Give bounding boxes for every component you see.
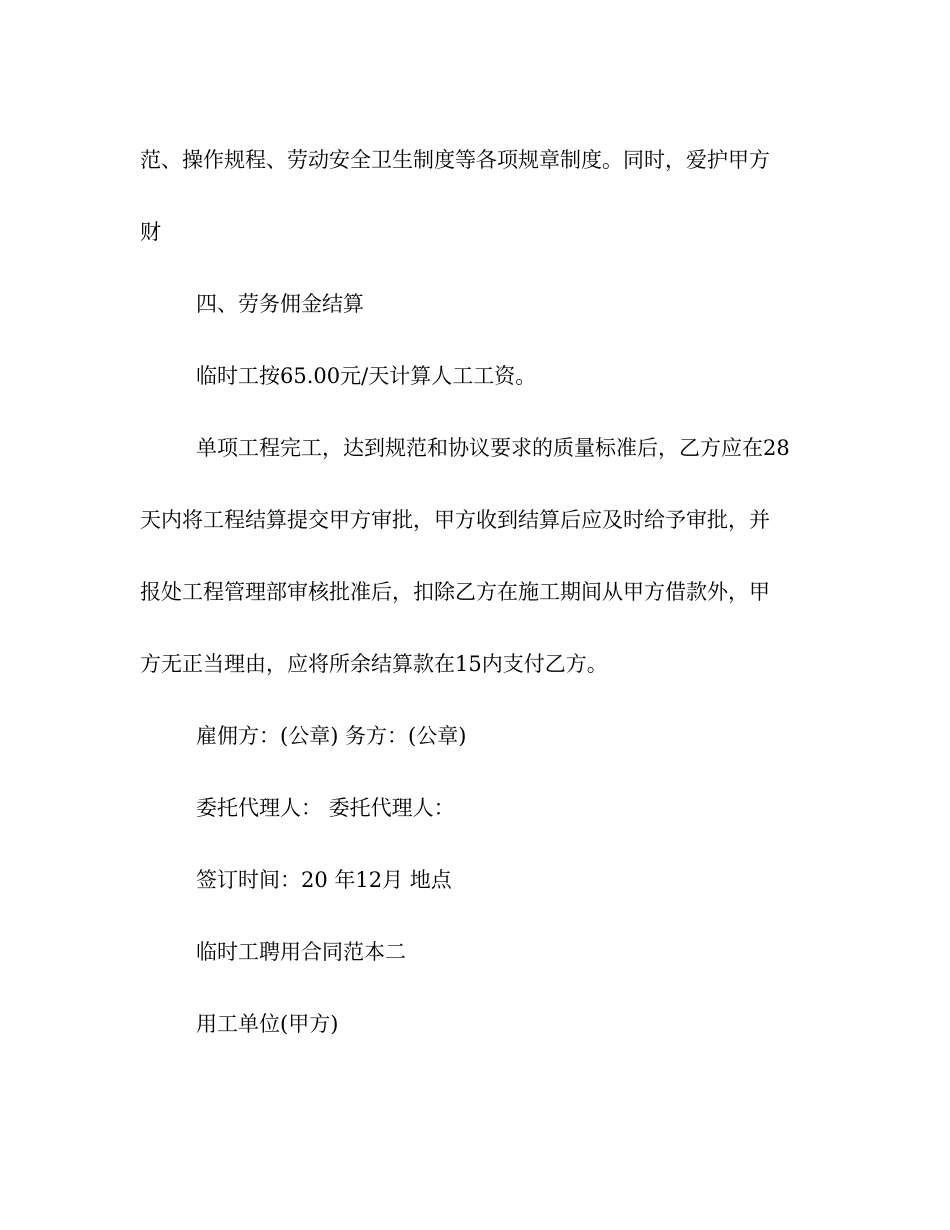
text-line-review: 报处工程管理部审核批准后，扣除乙方在施工期间从甲方借款外，甲 [140,580,770,604]
text-line-payment: 方无正当理由，应将所余结算款在15内支付乙方。 [140,652,608,676]
text-line-property: 财 [140,220,161,244]
section-title-template-two: 临时工聘用合同范本二 [196,940,406,964]
section-heading-settlement: 四、劳务佣金结算 [196,292,364,316]
signing-date-line: 签订时间：20 年12月 地点 [196,868,452,892]
text-line-employer: 用工单位(甲方) [196,1012,339,1036]
text-line-approval: 天内将工程结算提交甲方审批，甲方收到结算后应及时给予审批，并 [140,508,770,532]
text-line-completion: 单项工程完工，达到规范和协议要求的质量标准后，乙方应在28 [196,436,790,460]
text-line-rules: 范、操作规程、劳动安全卫生制度等各项规章制度。同时，爱护甲方 [140,148,770,172]
signature-seal-line: 雇佣方：(公章) 务方：(公章) [196,724,467,748]
text-line-daily-wage: 临时工按65.00元/天计算人工工资。 [196,364,537,388]
signature-agent-line: 委托代理人： 委托代理人： [196,796,455,820]
